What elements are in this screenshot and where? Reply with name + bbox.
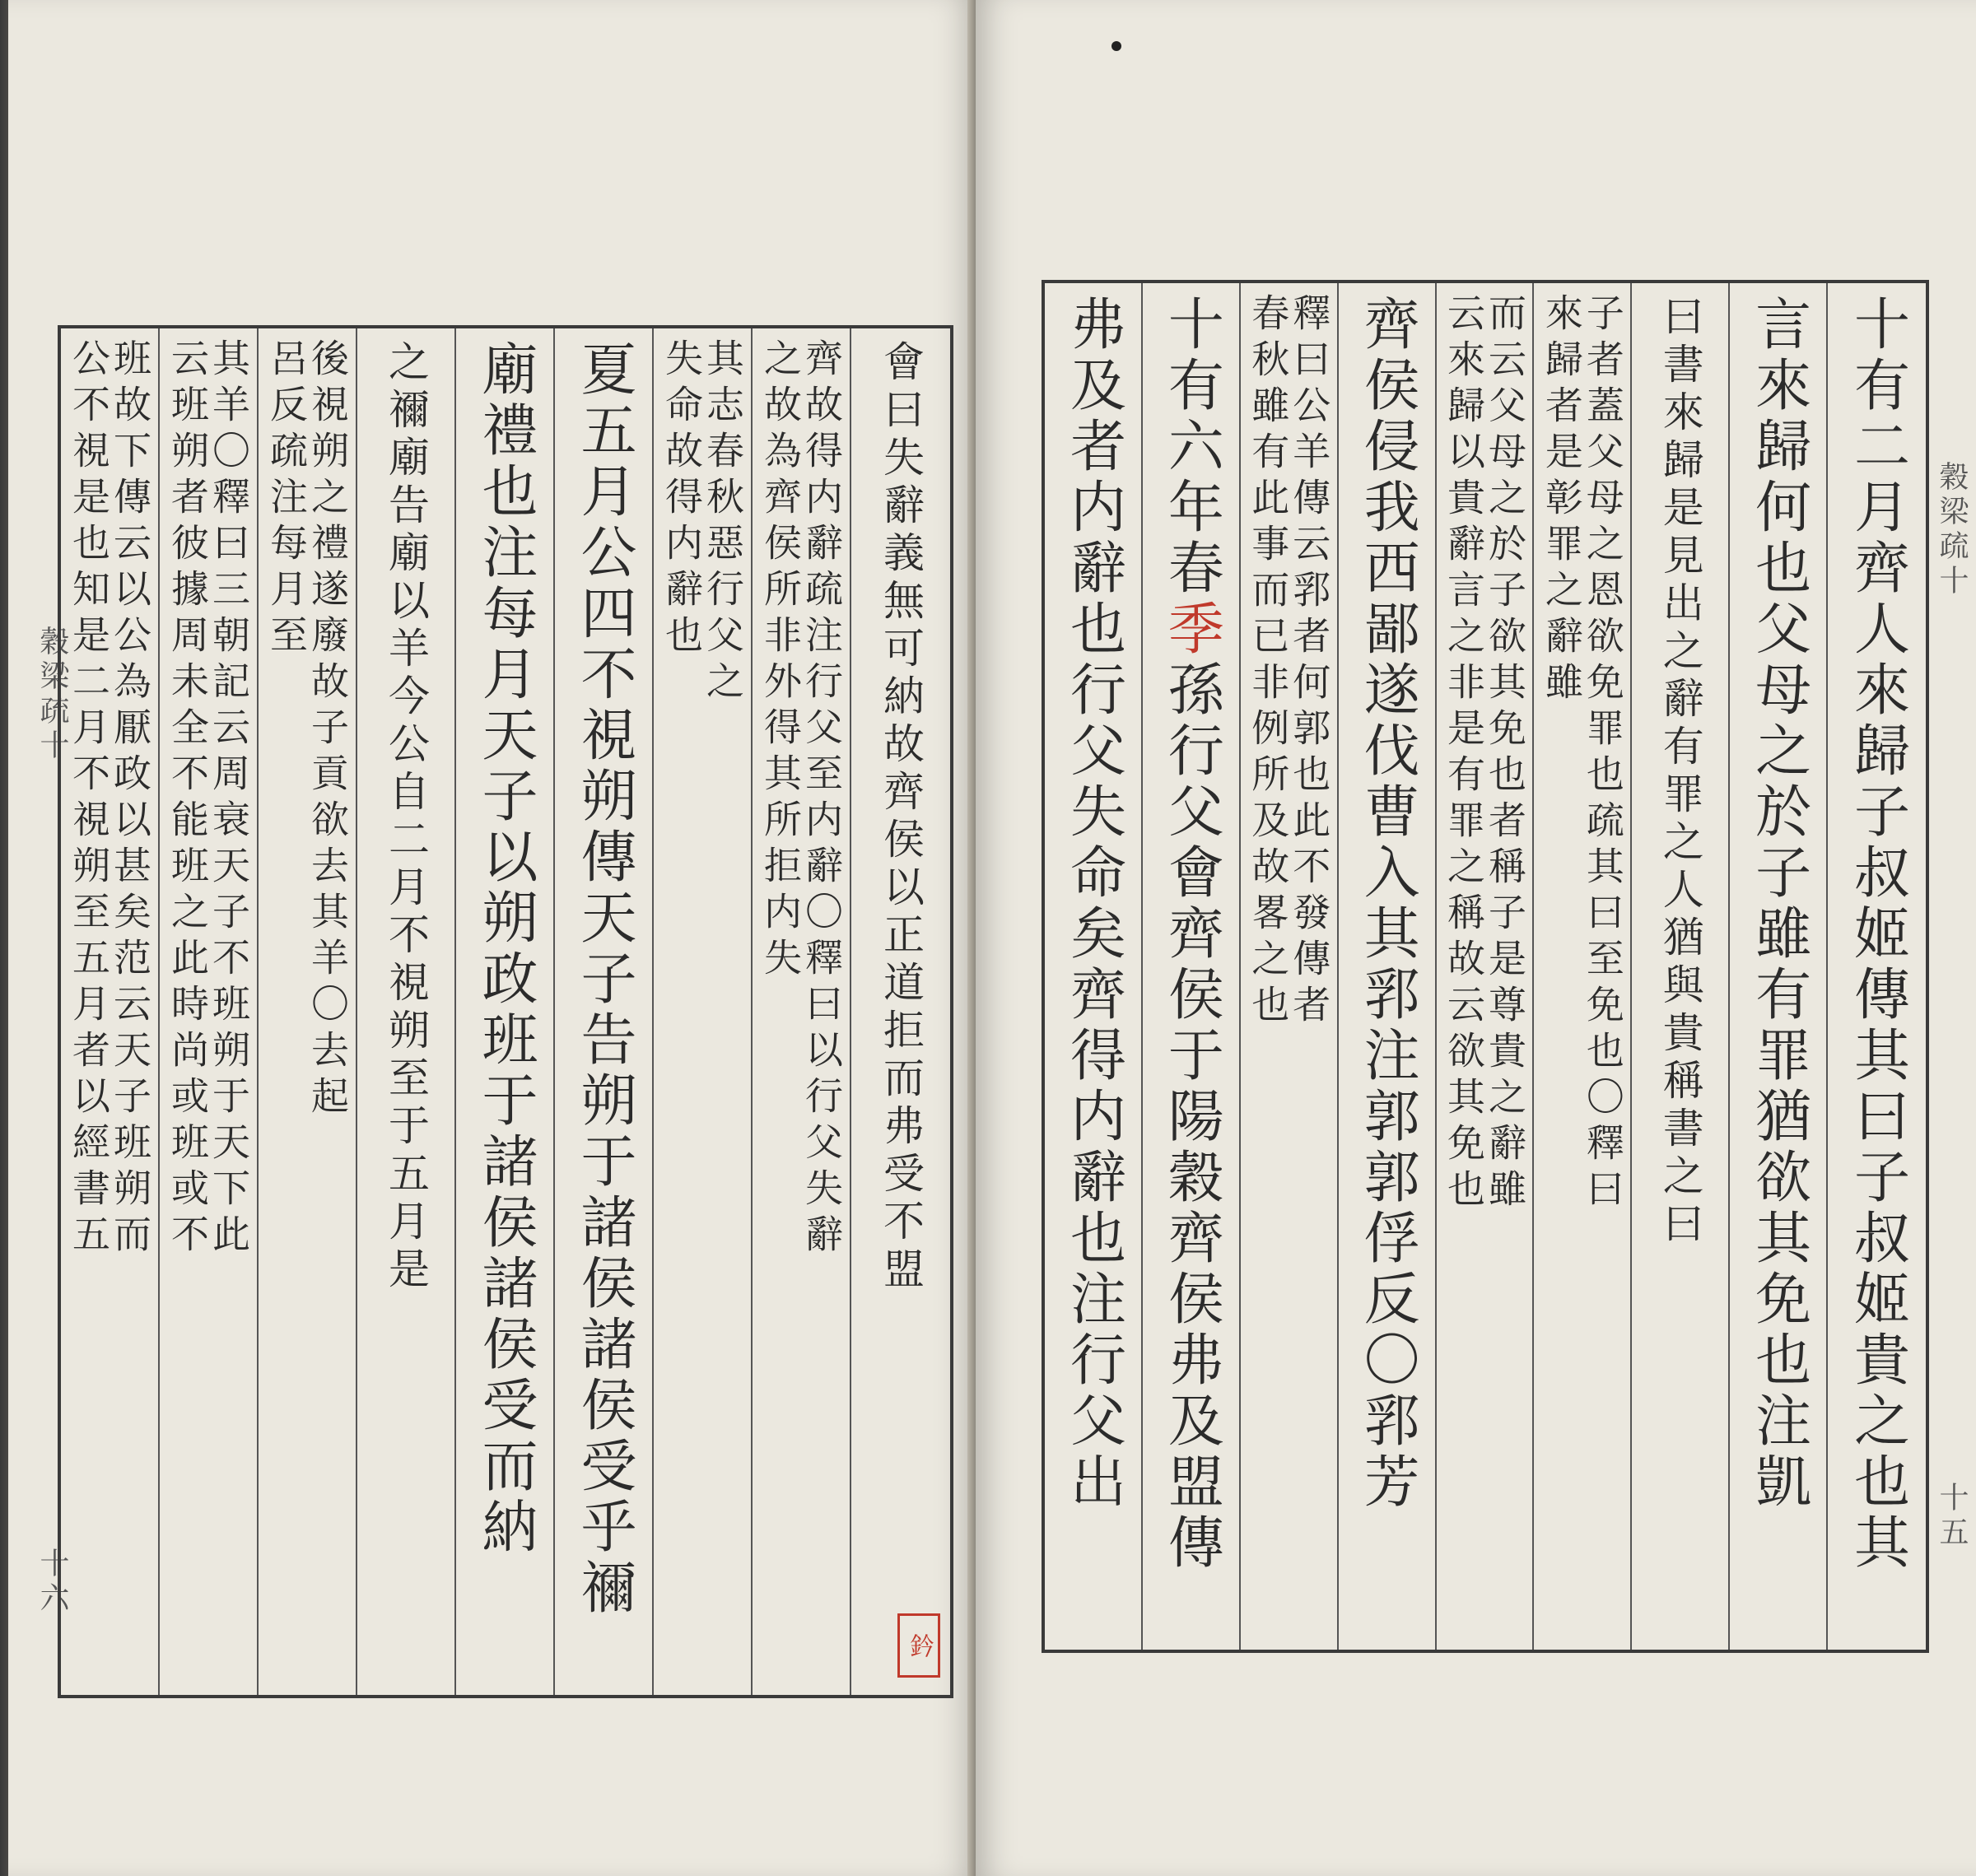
right_page-annotation-line: 云來歸以貴辭言之非是有罪之稱故云欲其免也 xyxy=(1441,293,1486,1215)
left_page-annotation-line: 其羊〇釋曰三朝記云周衰天子不班朔于天下此 xyxy=(207,338,251,1260)
left_page-text-line: 會曰失辭義無可納故齊侯以正道拒而弗受不盟 xyxy=(877,340,925,1295)
right_page-column xyxy=(1339,283,1437,1650)
right_page-annotation-line: 而云父母之於子欲其免也者稱子是尊貴之辭雖 xyxy=(1482,293,1527,1215)
left_page-annotation-line: 云班朔者彼據周未全不能班之此時尚或班或不 xyxy=(165,338,210,1260)
left_page-annotation-line: 齊故得内辭疏注行父至内辭〇釋曰以行父失辭 xyxy=(799,338,844,1260)
right_page-column xyxy=(1045,283,1143,1650)
right_page-text-line: 弗及者内辭也行父失命矣齊得内辭也注行父出 xyxy=(1060,295,1126,1513)
left-margin-label: 穀梁疏十 xyxy=(35,626,69,764)
left_page-annotation-line: 之故為齊侯所非外得其所拒内失 xyxy=(758,338,803,984)
left-folio: 十六 xyxy=(35,1548,69,1617)
right_page-text-line: 曰書來歸是見出之辭有罪之人猶與貴稱書之曰 xyxy=(1656,295,1704,1250)
right_page-column xyxy=(1437,283,1535,1650)
right_page-annotation-line: 子者蓋父母之恩欲免罪也疏其曰至免也〇釋曰 xyxy=(1580,293,1625,1215)
right-folio: 十五 xyxy=(1935,1482,1969,1551)
right_page-column xyxy=(1143,283,1241,1650)
right_page-column xyxy=(1730,283,1828,1650)
right_page-text-line: 十有二月齊人來歸子叔姬傳其曰子叔姬貴之也其 xyxy=(1844,295,1910,1574)
left_page-column xyxy=(61,328,160,1695)
left_page-column xyxy=(851,328,950,1695)
right_page-annotation-line: 春秋雖有此事而已非例所及故畧之也 xyxy=(1246,293,1291,1031)
right_page-text-line: 十有六年春季孫行父會齊侯于陽穀齊侯弗及盟傳 xyxy=(1158,295,1224,1574)
red-annotation-char: 季 xyxy=(1158,599,1224,660)
right-page xyxy=(976,0,1976,1876)
left_page-annotation-line: 其志春秋惡行父之 xyxy=(701,338,745,707)
left_page-annotation-line: 後視朔之禮遂廢故子貢欲去其羊〇去起 xyxy=(305,338,350,1122)
left_page-annotation-line: 公不視是也知是二月不視朔至五月者以經書五 xyxy=(67,338,111,1260)
right_page-column xyxy=(1632,283,1730,1650)
right_page-text-line: 言來歸何也父母之於子雖有罪猶欲其免也注凱 xyxy=(1745,295,1811,1513)
red-seal-stamp: 鈐 xyxy=(897,1613,940,1678)
ink-dot xyxy=(1112,41,1121,51)
left_page-text-line: 夏五月公四不視朔傳天子告朔于諸侯諸侯受乎禰 xyxy=(571,340,636,1619)
left-page xyxy=(8,0,976,1876)
left_page-column xyxy=(160,328,259,1695)
left_page-annotation-line: 呂反疏注每月至 xyxy=(264,338,309,661)
left_page-column xyxy=(654,328,753,1695)
left_page-column xyxy=(456,328,555,1695)
left_page-column xyxy=(357,328,456,1695)
left_page-text-line: 廟禮也注每月天子以朔政班于諸侯諸侯受而納 xyxy=(473,340,538,1558)
right_page-column xyxy=(1534,283,1632,1650)
left-text-frame xyxy=(58,325,953,1698)
left_page-annotation-line: 班故下傳云以公為厭政以甚矣范云天子班朔而 xyxy=(108,338,152,1260)
right-text-frame xyxy=(1042,280,1929,1653)
left_page-annotation-line: 失命故得内辭也 xyxy=(659,338,704,661)
right_page-annotation-line: 釋曰公羊傳云郛者何郭也此不發傳者 xyxy=(1287,293,1332,1031)
right_page-text-line: 齊侯侵我西鄙遂伐曹入其郛注郭郭俘反〇郛芳 xyxy=(1354,295,1420,1513)
left_page-column xyxy=(555,328,654,1695)
left_page-text-line: 之禰廟告廟以羊今公自二月不視朔至于五月是 xyxy=(382,340,430,1295)
right_page-annotation-line: 來歸者是彰罪之辭雖 xyxy=(1539,293,1584,708)
left_page-column xyxy=(259,328,357,1695)
right_page-column xyxy=(1828,283,1926,1650)
left_page-column xyxy=(753,328,851,1695)
right-margin-label: 穀梁疏十 xyxy=(1935,461,1969,599)
right_page-column xyxy=(1241,283,1339,1650)
